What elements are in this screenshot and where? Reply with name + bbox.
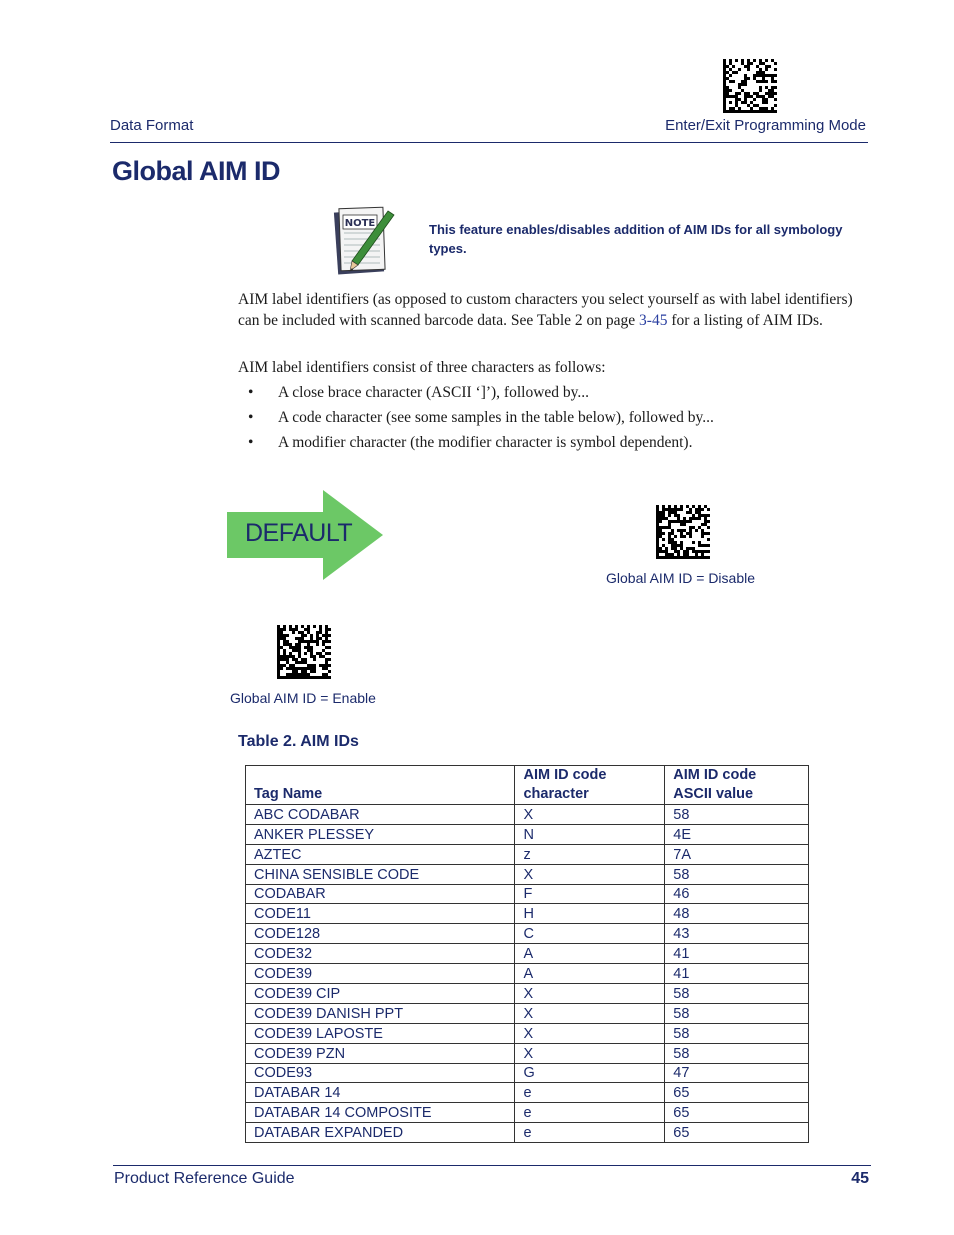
- cell-ascii-value: 58: [665, 984, 809, 1004]
- header-section-title: Data Format: [110, 117, 194, 134]
- cell-ascii-value: 58: [665, 1003, 809, 1023]
- cell-ascii-value: 43: [665, 924, 809, 944]
- intro-text-start: AIM label identifiers (as opposed to custom characters you select yourself as with label identifiers) can be included with scanned barcode data. See Table 2 on page: [238, 291, 853, 329]
- intro-paragraph: [238, 290, 870, 331]
- header-ascii-value: [665, 766, 809, 805]
- header-ascii-value-line2: ASCII value: [673, 786, 754, 802]
- cell-tag-name: CODABAR: [246, 884, 515, 904]
- cell-ascii-value: 58: [665, 864, 809, 884]
- header-programming-mode-label: Enter/Exit Programming Mode: [665, 117, 866, 134]
- cell-code-character: A: [515, 944, 665, 964]
- cell-code-character: N: [515, 824, 665, 844]
- cell-tag-name: CODE39: [246, 964, 515, 984]
- table-row: [246, 1023, 809, 1043]
- cell-tag-name: AZTEC: [246, 844, 515, 864]
- table-row: [246, 964, 809, 984]
- intro-text-end: for a listing of AIM IDs.: [667, 311, 823, 329]
- cell-code-character: X: [515, 864, 665, 884]
- cell-tag-name: DATABAR 14: [246, 1083, 515, 1103]
- table-row: [246, 844, 809, 864]
- header-code-character-line2: character: [523, 786, 589, 802]
- bullet-glyph: •: [248, 384, 254, 401]
- note-text: This feature enables/disables addition of AIM IDs for all symbology types.: [429, 222, 843, 256]
- footer-divider: [113, 1165, 871, 1166]
- table-row: [246, 1103, 809, 1123]
- cell-tag-name: ABC CODABAR: [246, 805, 515, 825]
- cell-code-character: C: [515, 924, 665, 944]
- cell-ascii-value: 58: [665, 1023, 809, 1043]
- header-code-character-line1: AIM ID code: [523, 767, 607, 783]
- cell-ascii-value: 65: [665, 1103, 809, 1123]
- header-code-character: [515, 766, 665, 805]
- page-title: Global AIM ID: [112, 156, 280, 186]
- cell-tag-name: CODE11: [246, 904, 515, 924]
- format-paragraph: AIM label identifiers consist of three characters as follows:: [238, 359, 606, 376]
- table-row: [246, 864, 809, 884]
- default-label: DEFAULT: [245, 519, 353, 547]
- table-title: AIM IDs: [300, 733, 359, 750]
- cell-tag-name: ANKER PLESSEY: [246, 824, 515, 844]
- table-number: Table 2.: [238, 733, 297, 750]
- aim-ids-table: [245, 765, 809, 1143]
- cell-code-character: z: [515, 844, 665, 864]
- table-row: [246, 805, 809, 825]
- table-row: [246, 924, 809, 944]
- cell-code-character: X: [515, 1003, 665, 1023]
- cell-tag-name: CODE93: [246, 1063, 515, 1083]
- table-row: [246, 824, 809, 844]
- global-aim-id-enable-caption: Global AIM ID = Enable: [230, 690, 376, 706]
- cell-tag-name: CODE128: [246, 924, 515, 944]
- cell-tag-name: CODE39 CIP: [246, 984, 515, 1004]
- table-row: [246, 904, 809, 924]
- table-row: [246, 1003, 809, 1023]
- cell-ascii-value: 58: [665, 805, 809, 825]
- enter-exit-programming-barcode: [723, 59, 777, 113]
- table-body: [246, 805, 809, 1143]
- page-reference-link[interactable]: 3-45: [639, 311, 668, 329]
- table-caption: [238, 733, 359, 751]
- header-divider: [110, 142, 868, 143]
- table-row: [246, 1123, 809, 1143]
- cell-ascii-value: 48: [665, 904, 809, 924]
- bullet-glyph: •: [248, 434, 254, 451]
- bullet-glyph: •: [248, 409, 254, 426]
- list-item: [248, 383, 868, 408]
- cell-code-character: e: [515, 1123, 665, 1143]
- cell-tag-name: CODE39 PZN: [246, 1043, 515, 1063]
- cell-ascii-value: 7A: [665, 844, 809, 864]
- table-row: [246, 984, 809, 1004]
- cell-ascii-value: 65: [665, 1123, 809, 1143]
- cell-ascii-value: 4E: [665, 824, 809, 844]
- cell-code-character: X: [515, 984, 665, 1004]
- aim-format-list: [248, 383, 868, 458]
- list-item: [248, 408, 868, 433]
- cell-ascii-value: 65: [665, 1083, 809, 1103]
- cell-ascii-value: 41: [665, 944, 809, 964]
- global-aim-id-disable-caption: Global AIM ID = Disable: [606, 570, 756, 586]
- cell-code-character: e: [515, 1103, 665, 1123]
- cell-code-character: e: [515, 1083, 665, 1103]
- table-row: [246, 1043, 809, 1063]
- cell-tag-name: CODE39 DANISH PPT: [246, 1003, 515, 1023]
- note-icon-label: NOTE: [344, 218, 376, 229]
- header-ascii-value-line1: AIM ID code: [673, 767, 757, 783]
- table-row: [246, 1083, 809, 1103]
- cell-code-character: X: [515, 1043, 665, 1063]
- table-row: [246, 1063, 809, 1083]
- cell-code-character: H: [515, 904, 665, 924]
- cell-code-character: F: [515, 884, 665, 904]
- cell-code-character: X: [515, 805, 665, 825]
- note-pencil-icon: [330, 203, 398, 277]
- list-item-text: A close brace character (ASCII ‘]’), followed by...: [278, 384, 590, 401]
- global-aim-id-enable-barcode[interactable]: [277, 625, 331, 679]
- cell-ascii-value: 58: [665, 1043, 809, 1063]
- footer-page-number: 45: [851, 1170, 869, 1187]
- header-tag-name: [246, 766, 515, 805]
- cell-tag-name: CODE39 LAPOSTE: [246, 1023, 515, 1043]
- cell-code-character: X: [515, 1023, 665, 1043]
- cell-tag-name: DATABAR 14 COMPOSITE: [246, 1103, 515, 1123]
- cell-ascii-value: 41: [665, 964, 809, 984]
- cell-code-character: G: [515, 1063, 665, 1083]
- table-row: [246, 884, 809, 904]
- list-item-text: A code character (see some samples in the table below), followed by...: [278, 409, 714, 426]
- cell-tag-name: CHINA SENSIBLE CODE: [246, 864, 515, 884]
- table-row: [246, 944, 809, 964]
- cell-tag-name: CODE32: [246, 944, 515, 964]
- header-tag-name-text: Tag Name: [254, 786, 323, 802]
- table-header-row: [246, 766, 809, 805]
- list-item-text: A modifier character (the modifier character is symbol dependent).: [278, 434, 693, 451]
- list-item: [248, 433, 868, 458]
- footer-guide-title: Product Reference Guide: [114, 1170, 295, 1187]
- cell-tag-name: DATABAR EXPANDED: [246, 1123, 515, 1143]
- global-aim-id-disable-barcode[interactable]: [656, 505, 710, 559]
- cell-code-character: A: [515, 964, 665, 984]
- cell-ascii-value: 47: [665, 1063, 809, 1083]
- cell-ascii-value: 46: [665, 884, 809, 904]
